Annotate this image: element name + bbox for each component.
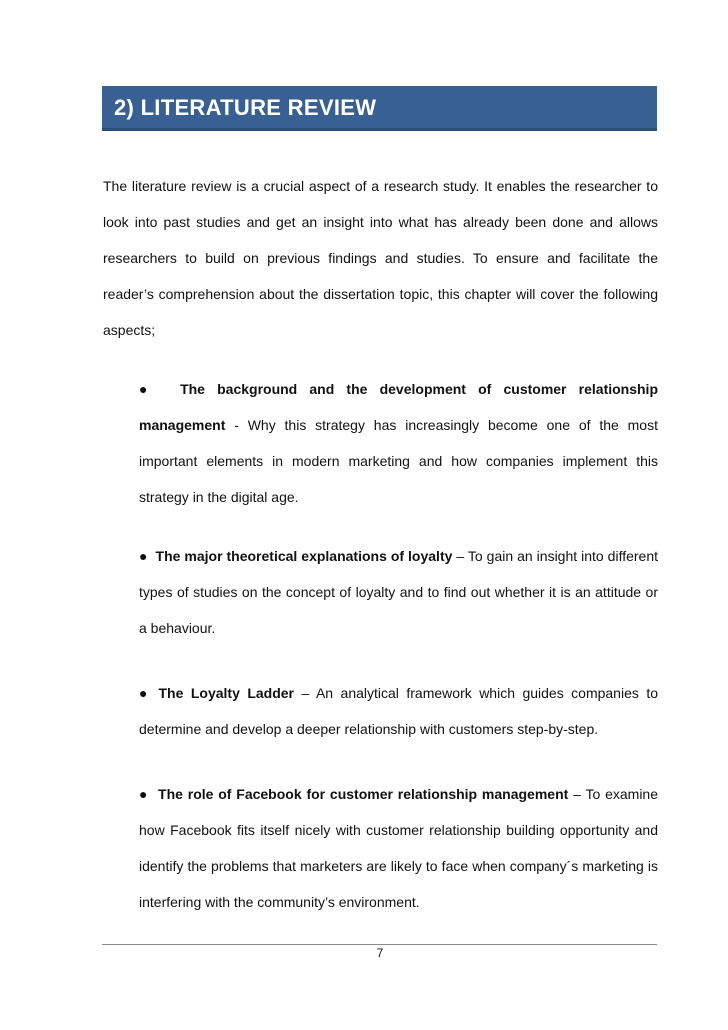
- bullet-body: Why this strategy has increasingly become one of the most important elements in modern marketing and how companies implement this strategy in the digital age.: [139, 417, 658, 505]
- bullet-item-crm-background: [139, 371, 658, 515]
- bullet-marker-icon: ●: [139, 381, 156, 397]
- bullet-separator: –: [452, 548, 468, 564]
- bullet-body: To gain an insight into different types of studies on the concept of loyalty and to find out whether it is an attitude or a behaviour.: [139, 548, 659, 636]
- bullet-marker-icon: ●: [139, 548, 148, 564]
- bullet-item-facebook-crm: [139, 776, 658, 920]
- bullet-title: The background and the development of customer relationship management: [139, 381, 658, 433]
- bullet-marker-icon: ●: [139, 685, 152, 701]
- bullet-item-loyalty-ladder: [139, 675, 658, 747]
- bullet-separator: -: [225, 417, 248, 433]
- section-heading-title: 2) LITERATURE REVIEW: [114, 95, 377, 120]
- section-heading-bar: [102, 86, 657, 131]
- page-number: 7: [376, 946, 384, 960]
- bullet-body: To examine how Facebook fits itself nicely with customer relationship building opportunity and identify the problems that marketers are likely to face when company´s marketing is interfering with the community’s environment.: [139, 786, 659, 910]
- bullet-body: An analytical framework which guides companies to determine and develop a deeper relationship with customers step-by-step.: [139, 685, 659, 737]
- footer-divider: [102, 944, 657, 945]
- bullet-title: The role of Facebook for customer relationship management: [158, 786, 569, 802]
- intro-paragraph: The literature review is a crucial aspect of a research study. It enables the researcher to look into past studies and get an insight into what has already been done and allows researchers to build on previous findings and studies. To ensure and facilitate the reader’s comprehension about the dissertation topic, this chapter will cover the following aspects;: [103, 178, 658, 338]
- bullet-separator: –: [568, 786, 586, 802]
- bullet-marker-icon: ●: [139, 786, 149, 802]
- bullet-item-loyalty-theories: [139, 538, 658, 646]
- bullet-title: The Loyalty Ladder: [158, 685, 295, 701]
- bullet-title: The major theoretical explanations of loyalty: [155, 548, 453, 564]
- bullet-separator: –: [294, 685, 316, 701]
